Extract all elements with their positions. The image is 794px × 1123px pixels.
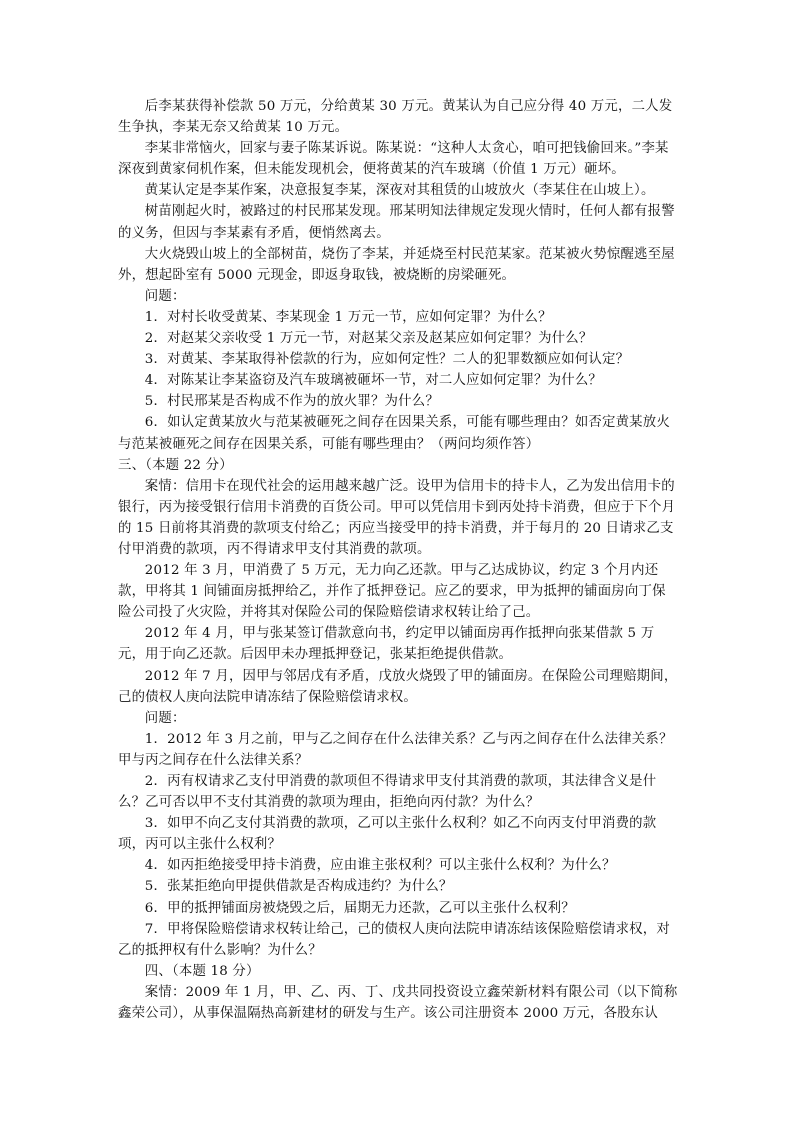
paragraph: 1．对村长收受黄某、李某现金 1 万元一节，应如何定罪？为什么？ <box>144 309 552 325</box>
paragraph: 案情：2009 年 1 月，甲、乙、丙、丁、戊共同投资设立鑫荣新材料有限公司（以下简称鑫荣公司），从事保温隔热高新建材的研发与生产。该公司注册资本 2000 万元，各股东认 <box>118 984 678 1022</box>
document-page <box>118 96 678 1024</box>
paragraph: 5．张某拒绝向甲提供借款是否构成违约？为什么？ <box>144 879 453 895</box>
paragraph: 案情：信用卡在现代社会的运用越来越广泛。设甲为信用卡的持卡人，乙为发出信用卡的银行，丙为接受银行信用卡消费的百货公司。甲可以凭信用卡到丙处持卡消费，但应于下个月的 15 日前将其消费的款项支付给乙；丙应当接受甲的持卡消费，并于每月的 20 日请求乙支付甲消费的款项，丙不得请求甲支付其消费的款项。 <box>118 478 676 557</box>
paragraph: 四、（本题 18 分） <box>144 963 260 979</box>
paragraph: 6．如认定黄某放火与范某被砸死之间存在因果关系，可能有哪些理由？如否定黄某放火与范某被砸死之间存在因果关系，可能有哪些理由？（两问均须作答） <box>118 415 670 452</box>
paragraph: 大火烧毁山坡上的全部树苗，烧伤了李某，并延烧至村民范某家。范某被火势惊醒逃至屋外，想起卧室有 5000 元现金，即返身取钱，被烧断的房梁砸死。 <box>118 246 675 283</box>
paragraph: 问题： <box>144 710 186 726</box>
paragraph: 6．甲的抵押铺面房被烧毁之后，届期无力还款，乙可以主张什么权利？ <box>144 900 575 916</box>
paragraph: 3．对黄某、李某取得补偿款的行为，应如何定性？二人的犯罪数额应如何认定？ <box>144 352 630 368</box>
paragraph: 4．对陈某让李某盗窃及汽车玻璃被砸坏一节，对二人应如何定罪？为什么？ <box>144 373 603 389</box>
paragraph: 三、（本题 22 分） <box>118 457 233 473</box>
paragraph: 黄某认定是李某作案，决意报复李某，深夜对其租赁的山坡放火（李某住在山坡上）。 <box>144 183 655 199</box>
paragraph: 5．村民邢某是否构成不作为的放火罪？为什么？ <box>144 394 439 410</box>
paragraph: 树苗刚起火时，被路过的村民邢某发现。邢某明知法律规定发现火情时，任何人都有报警的义务，但因与李某素有矛盾，便悄然离去。 <box>118 204 675 241</box>
paragraph: 后李某获得补偿款 50 万元，分给黄某 30 万元。黄某认为自己应分得 40 万元，二人发生争执，李某无奈又给黄某 10 万元。 <box>118 99 673 136</box>
paragraph: 2012 年 3 月，甲消费了 5 万元，无力向乙还款。甲与乙达成协议，约定 3 个月内还款，甲将其 1 间铺面房抵押给乙，并作了抵押登记。应乙的要求，甲为抵押的铺面房向丁保险公司投了火灾险，并将其对保险公司的保险赔偿请求权转让给了己。 <box>118 563 666 621</box>
paragraph: 3．如甲不向乙支付其消费的款项，乙可以主张什么权利？如乙不向丙支付甲消费的款项，丙可以主张什么权利？ <box>118 816 657 853</box>
paragraph: 2．丙有权请求乙支付甲消费的款项但不得请求甲支付其消费的款项，其法律含义是什么？乙可否以甲不支付其消费的款项为理由，拒绝向丙付款？为什么？ <box>118 774 657 811</box>
paragraph: 4．如丙拒绝接受甲持卡消费，应由谁主张权利？可以主张什么权利？为什么？ <box>144 858 616 874</box>
paragraph: 2012 年 7 月，因甲与邻居戊有矛盾，戊放火烧毁了甲的铺面房。在保险公司理赔期间，己的债权人庚向法院申请冻结了保险赔偿请求权。 <box>118 668 678 705</box>
paragraph: 问题： <box>144 288 186 304</box>
paragraph: 1．2012 年 3 月之前，甲与乙之间存在什么法律关系？乙与丙之间存在什么法律关系？甲与丙之间存在什么法律关系？ <box>118 731 673 768</box>
paragraph: 2．对赵某父亲收受 1 万元一节，对赵某父亲及赵某应如何定罪？为什么？ <box>144 331 593 347</box>
paragraph: 7．甲将保险赔偿请求权转让给己，己的债权人庚向法院申请冻结该保险赔偿请求权，对乙的抵押权有什么影响？为什么？ <box>118 921 670 958</box>
paragraph: 李某非常恼火，回家与妻子陈某诉说。陈某说：“这种人太贪心，咱可把钱偷回来。”李某深夜到黄家伺机作案，但未能发现机会，便将黄某的汽车玻璃（价值 1 万元）砸坏。 <box>118 141 669 178</box>
paragraph: 2012 年 4 月，甲与张某签订借款意向书，约定甲以铺面房再作抵押向张某借款 5 万元，用于向乙还款。后因甲未办理抵押登记，张某拒绝提供借款。 <box>118 626 655 663</box>
